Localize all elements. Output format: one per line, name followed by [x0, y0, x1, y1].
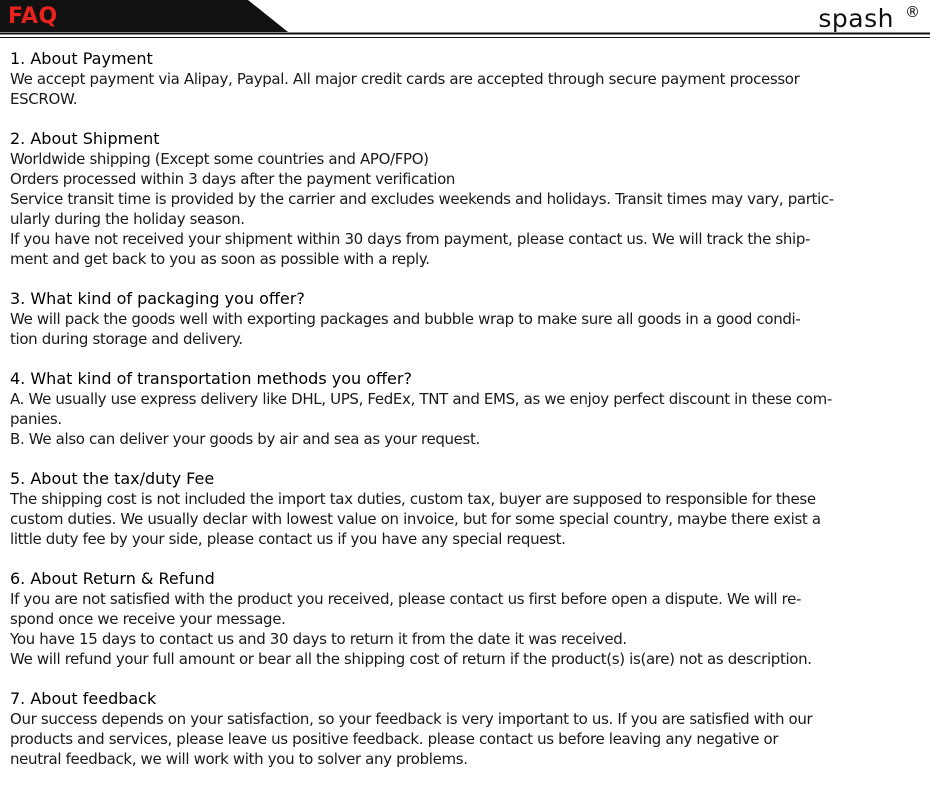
- section-line: We accept payment via Alipay, Paypal. All major credit cards are accepted through secure payment processor: [10, 70, 800, 88]
- section-title: 2. About Shipment: [10, 129, 160, 148]
- faq-section: [10, 369, 925, 449]
- section-line: A. We usually use express delivery like DHL, UPS, FedEx, TNT and EMS, as we enjoy perfect discount in these com-: [10, 390, 832, 408]
- faq-section: [10, 49, 925, 109]
- section-line: Worldwide shipping (Except some countries and APO/FPO): [10, 150, 429, 168]
- section-title: 4. What kind of transportation methods you offer?: [10, 369, 412, 388]
- faq-section: [10, 689, 925, 769]
- section-line: tion during storage and delivery.: [10, 330, 243, 348]
- section-line: We will refund your full amount or bear all the shipping cost of return if the product(s) is(are) not as description.: [10, 650, 812, 668]
- faq-header: [0, 0, 930, 40]
- section-line: B. We also can deliver your goods by air and sea as your request.: [10, 430, 480, 448]
- section-title: 6. About Return & Refund: [10, 569, 215, 588]
- faq-section: [10, 469, 925, 549]
- section-line: spond once we receive your message.: [10, 610, 286, 628]
- section-line: Our success depends on your satisfaction, so your feedback is very important to us. If you are satisfied with our: [10, 710, 813, 728]
- section-line: ment and get back to you as soon as possible with a reply.: [10, 250, 430, 268]
- section-line: Orders processed within 3 days after the payment verification: [10, 170, 456, 188]
- section-line: ularly during the holiday season.: [10, 210, 245, 228]
- section-title: 3. What kind of packaging you offer?: [10, 289, 305, 308]
- section-title: 1. About Payment: [10, 49, 153, 68]
- page-title: FAQ: [8, 4, 58, 29]
- section-title: 5. About the tax/duty Fee: [10, 469, 215, 488]
- faq-section: [10, 569, 925, 669]
- brand-logo: spash: [818, 4, 894, 33]
- registered-mark: ®: [905, 3, 920, 21]
- section-line: We will pack the goods well with exporting packages and bubble wrap to make sure all goods in a good condi-: [10, 310, 801, 328]
- section-line: You have 15 days to contact us and 30 days to return it from the date it was received.: [10, 630, 627, 648]
- section-line: ESCROW.: [10, 90, 78, 108]
- section-line: little duty fee by your side, please contact us if you have any special request.: [10, 530, 566, 548]
- section-line: custom duties. We usually declar with lowest value on invoice, but for some special country, maybe there exist a: [10, 510, 821, 528]
- header-banner-shape: [0, 0, 930, 40]
- faq-section: [10, 129, 925, 269]
- section-line: products and services, please leave us positive feedback. please contact us before leaving any negative or: [10, 730, 779, 748]
- section-line: If you have not received your shipment within 30 days from payment, please contact us. We will track the ship-: [10, 230, 811, 248]
- section-line: neutral feedback, we will work with you to solver any problems.: [10, 750, 468, 768]
- section-line: panies.: [10, 410, 62, 428]
- section-title: 7. About feedback: [10, 689, 157, 708]
- faq-content: [10, 49, 925, 789]
- section-line: The shipping cost is not included the import tax duties, custom tax, buyer are supposed to responsible for these: [10, 490, 816, 508]
- faq-section: [10, 289, 925, 349]
- section-line: If you are not satisfied with the product you received, please contact us first before open a dispute. We will re-: [10, 590, 802, 608]
- section-line: Service transit time is provided by the carrier and excludes weekends and holidays. Transit times may vary, partic-: [10, 190, 834, 208]
